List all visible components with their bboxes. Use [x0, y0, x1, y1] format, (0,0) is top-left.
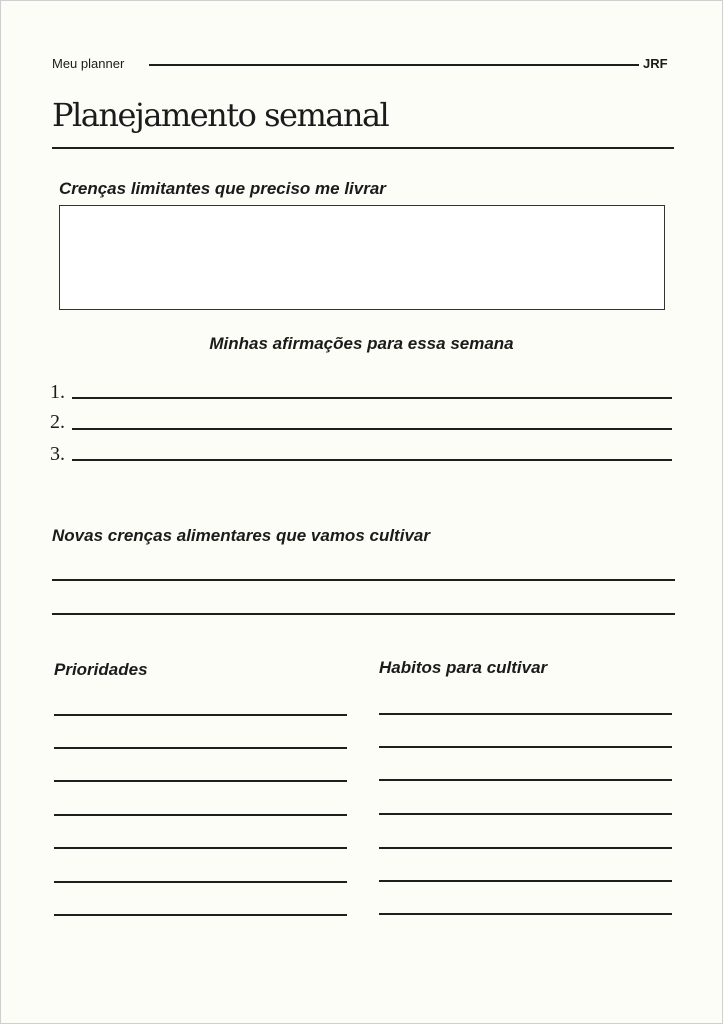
page-title: Planejamento semanal — [52, 96, 389, 134]
affirmation-line-3[interactable] — [72, 459, 672, 461]
priorities-line[interactable] — [54, 714, 347, 716]
title-rule — [52, 147, 674, 149]
habits-line[interactable] — [379, 913, 672, 915]
section-affirmations-heading: Minhas afirmações para essa semana — [209, 334, 514, 353]
limiting-beliefs-box[interactable] — [59, 205, 665, 310]
habits-line[interactable] — [379, 779, 672, 781]
habits-line[interactable] — [379, 847, 672, 849]
affirmation-number-1: 1. — [50, 381, 65, 403]
affirmation-number-2: 2. — [50, 411, 65, 433]
section-new-beliefs-heading: Novas crenças alimentares que vamos cultivar — [52, 526, 430, 545]
habits-line[interactable] — [379, 746, 672, 748]
habits-line[interactable] — [379, 713, 672, 715]
priorities-line[interactable] — [54, 747, 347, 749]
section-habits-heading: Habitos para cultivar — [379, 658, 548, 677]
header-label: Meu planner — [52, 56, 125, 71]
new-beliefs-line-2[interactable] — [52, 613, 675, 615]
habits-line[interactable] — [379, 880, 672, 882]
priorities-line[interactable] — [54, 814, 347, 816]
header-divider — [149, 64, 639, 66]
habits-line[interactable] — [379, 813, 672, 815]
new-beliefs-line-1[interactable] — [52, 579, 675, 581]
section-limiting-beliefs-heading: Crenças limitantes que preciso me livrar — [59, 179, 386, 198]
priorities-line[interactable] — [54, 847, 347, 849]
priorities-line[interactable] — [54, 914, 347, 916]
header-initials: JRF — [643, 56, 668, 71]
priorities-line[interactable] — [54, 881, 347, 883]
affirmation-line-2[interactable] — [72, 428, 672, 430]
priorities-line[interactable] — [54, 780, 347, 782]
affirmation-line-1[interactable] — [72, 397, 672, 399]
section-priorities-heading: Prioridades — [54, 660, 148, 679]
affirmation-number-3: 3. — [50, 443, 65, 465]
